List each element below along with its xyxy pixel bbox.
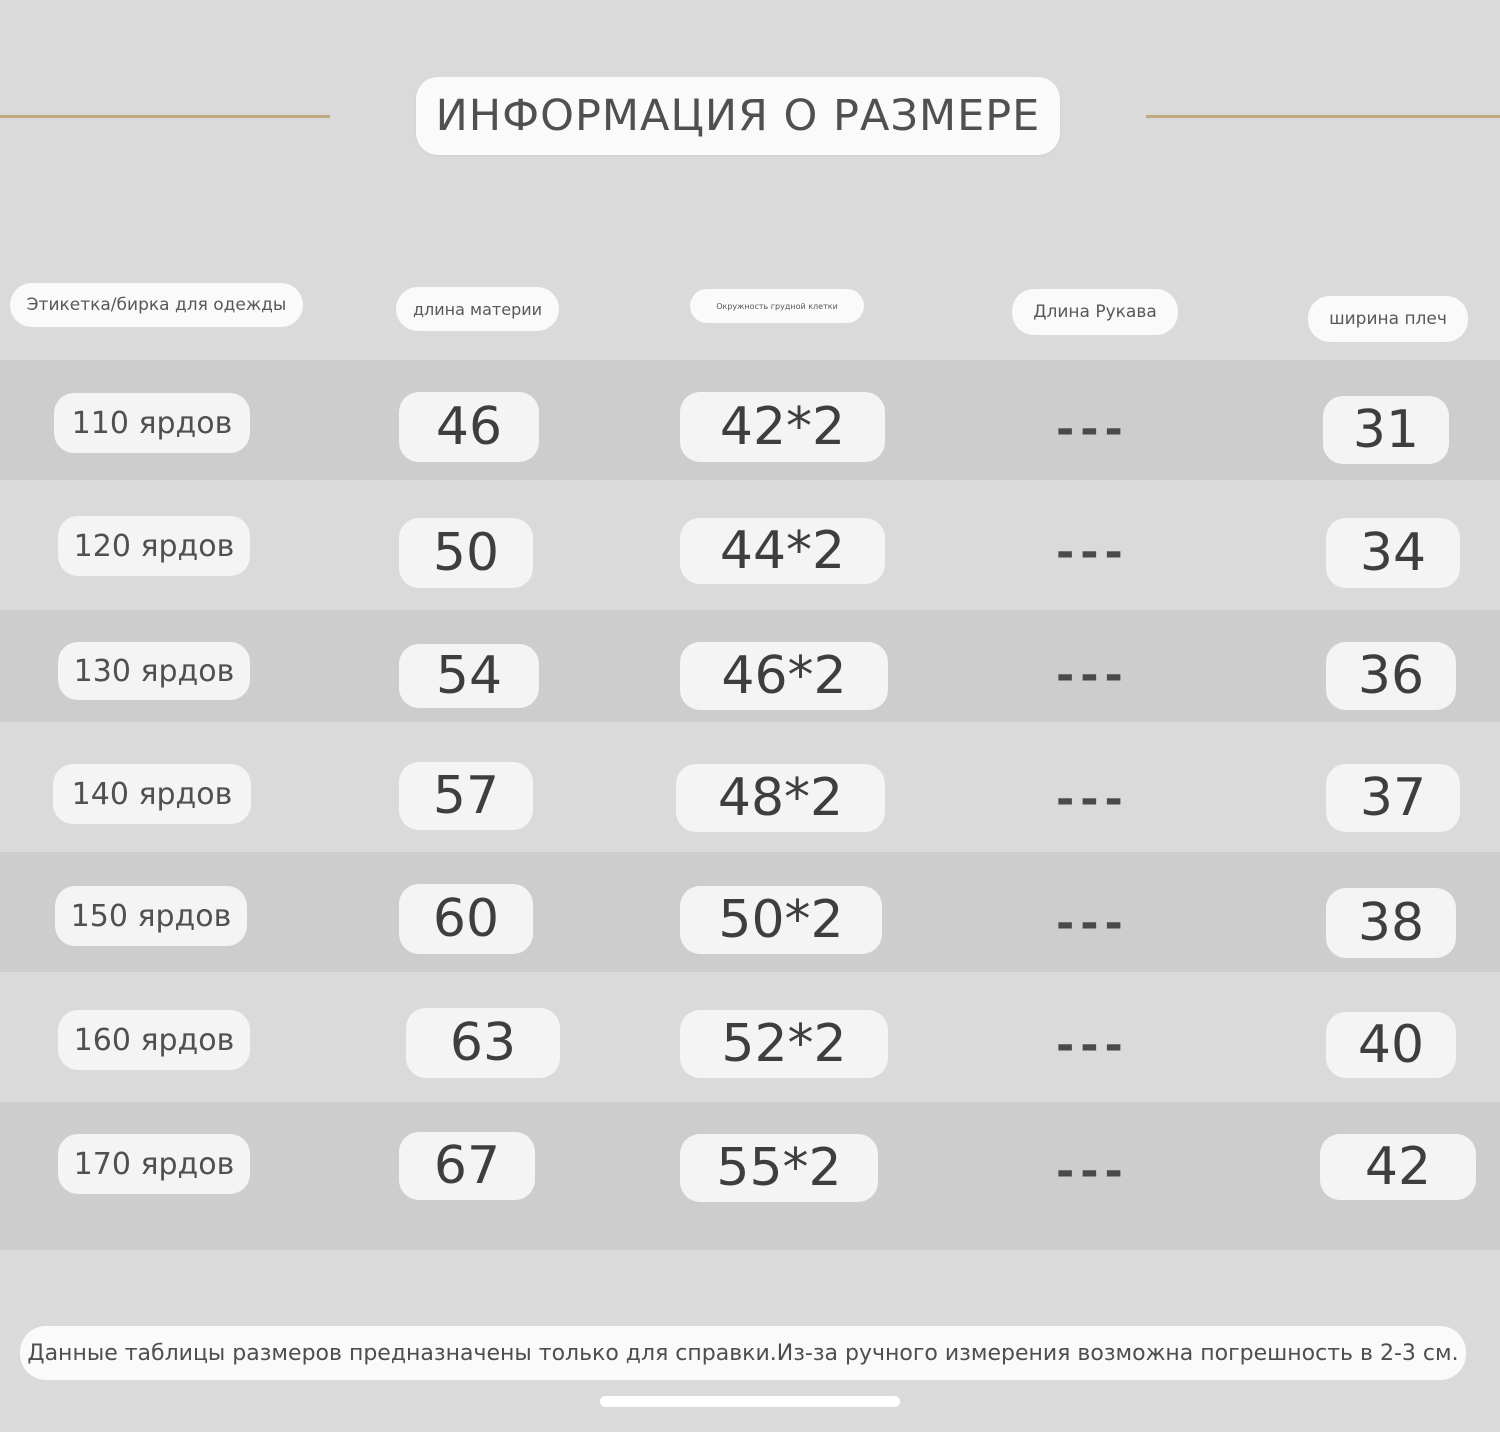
length-value: 60 (399, 884, 533, 954)
page-title: ИНФОРМАЦИЯ О РАЗМЕРЕ (416, 77, 1060, 155)
shoulder-value: 38 (1326, 888, 1456, 958)
length-value: 50 (399, 518, 533, 588)
size-label: 120 ярдов (58, 516, 250, 576)
sleeve-value: --- (1056, 527, 1129, 578)
shoulder-value: 31 (1323, 396, 1449, 464)
table-row (0, 722, 1500, 852)
sleeve-value: --- (1056, 1020, 1129, 1071)
size-label: 130 ярдов (58, 642, 250, 700)
length-value: 67 (399, 1132, 535, 1200)
shoulder-value: 36 (1326, 642, 1456, 710)
size-label: 140 ярдов (53, 764, 251, 824)
size-label: 150 ярдов (55, 886, 247, 946)
table-row (0, 1102, 1500, 1250)
size-label: 110 ярдов (54, 393, 250, 453)
size-label: 170 ярдов (58, 1134, 250, 1194)
size-label: 160 ярдов (58, 1010, 250, 1070)
shoulder-value: 37 (1326, 764, 1460, 832)
shoulder-value: 34 (1326, 518, 1460, 588)
header-shoulder: ширина плеч (1308, 296, 1468, 342)
table-row (0, 972, 1500, 1102)
header-sleeve: Длина Рукава (1012, 289, 1178, 335)
shoulder-value: 40 (1326, 1012, 1456, 1078)
table-row (0, 360, 1500, 480)
length-value: 46 (399, 392, 539, 462)
chest-value: 42*2 (680, 392, 885, 462)
sleeve-value: --- (1056, 774, 1129, 825)
chest-value: 48*2 (676, 764, 885, 832)
home-indicator[interactable] (600, 1396, 900, 1407)
sleeve-value: --- (1056, 650, 1129, 701)
gold-divider-right (1146, 115, 1500, 118)
length-value: 57 (399, 762, 533, 830)
sleeve-value: --- (1056, 404, 1129, 455)
chest-value: 44*2 (680, 518, 885, 584)
gold-divider-left (0, 115, 330, 118)
chest-value: 46*2 (680, 642, 888, 710)
disclaimer-note: Данные таблицы размеров предназначены только для справки.Из-за ручного измерения возможна погрешность в 2-3 см. (20, 1326, 1466, 1380)
table-row (0, 610, 1500, 722)
header-tag: Этикетка/бирка для одежды (10, 283, 303, 327)
sleeve-value: --- (1056, 898, 1129, 949)
chest-value: 55*2 (680, 1134, 878, 1202)
shoulder-value: 42 (1320, 1134, 1476, 1200)
length-value: 54 (399, 644, 539, 708)
length-value: 63 (406, 1008, 560, 1078)
chest-value: 52*2 (680, 1010, 888, 1078)
header-chest: Окружность грудной клетки (690, 289, 864, 323)
sleeve-value: --- (1056, 1146, 1129, 1197)
chest-value: 50*2 (680, 886, 882, 954)
header-length: длина материи (396, 287, 559, 331)
table-row (0, 852, 1500, 972)
table-row (0, 480, 1500, 610)
